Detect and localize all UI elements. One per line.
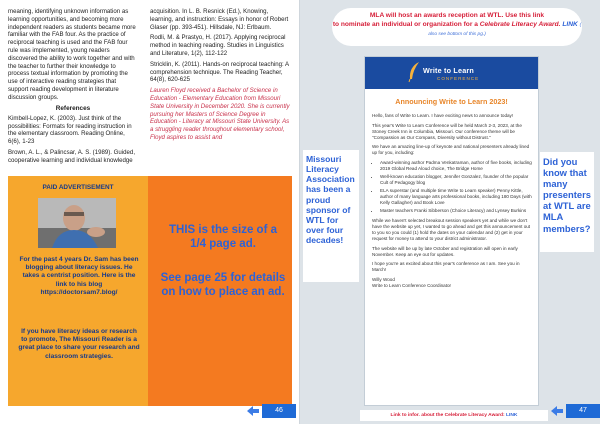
list-item: • Master teachers Franki Sibberson (Choice Literacy) and Lynsey Burkins	[380, 208, 532, 214]
mla-sponsor-callout: Missouri Literacy Association has been a proud sponsor of WTL for over four decades!	[303, 150, 359, 282]
banner-note: ( also see bottom of this pg.)	[428, 22, 582, 37]
body-paragraph: meaning, identifying unknown information as learning opportunities, and becoming more independent readers as students became more familiar with the FAB four. As the practice of reciprocal teaching is used and the FAB four rule was implemented, young readers discovered the ability to work together and with the teacher to further their knowledge to process textual information by promoting the use of interactive reading strategies that support reading development in literature discussion groups.	[8, 8, 136, 101]
letter-paragraph: The website will be up by late October and registration will open in early November. Keep an eye out for updates.	[372, 245, 518, 257]
advertisement	[8, 176, 292, 406]
signature-title: Write to Learn Conference Coordinator	[372, 282, 452, 288]
reference-item: Rodli, M. & Prastyo, H. (2017). Applying reciprocal method in teaching reading. Studies in Linguistics and Literature, 1(2), 112-122	[150, 34, 286, 57]
letter-paragraph: While we haven't selected breakout session speakers yet and while we don't have the website up yet, I wanted to go ahead and get this announcement out to you so you could (1) hold the dates on your calendar and (2) get in your request for money to attend to your district administrator.	[372, 217, 531, 242]
wtl-logo-text: Write to Learn	[423, 66, 474, 75]
banner-line-1: MLA will host an awards reception at WTL. Use this link	[369, 12, 545, 19]
signature-name: Willy Wood	[372, 276, 395, 282]
letter-paragraph: I hope you're as excited about this year's conference as I am. See you in March!	[372, 261, 520, 273]
page-number: 47	[566, 404, 600, 418]
person-photo-icon	[38, 198, 116, 248]
page-number: 46	[262, 404, 296, 418]
list-item: • Well-known education blogger, Jennifer Gonzalez, founder of the popular Cult of Pedagogy blog	[380, 174, 532, 186]
banner-line-2	[332, 21, 582, 39]
mla-awards-banner	[332, 8, 582, 46]
blog-promo-text[interactable]: For the past 4 years Dr. Sam has been blogging about literacy issues. He takes a centrist position. Here is the link to his blog https://doctorsam7.blog/	[19, 256, 139, 296]
quill-icon	[407, 61, 421, 83]
letter-paragraph: Hello, fans of Write to Learn. I have exciting news to announce today!	[372, 113, 514, 118]
arrow-left-icon[interactable]	[550, 405, 564, 417]
reference-item: acquisition. In L. B. Resnick (Ed.), Knowing, learning, and instruction: Essays in honor of Robert Glaser (pp. 393-451). Hillsdale, NJ: Erlbaum.	[150, 8, 289, 31]
award-name: Celebrate Literacy Award.	[479, 20, 561, 28]
reference-item: Kimbell-Lopez, K. (2003). Just think of the possibilities: Formats for reading instruction in the elementary classroom. Reading Online, 6(6), 1-23	[8, 114, 132, 146]
banner-text: to nominate an individual or organization for a	[332, 20, 478, 28]
award-info-footer	[360, 410, 548, 421]
text-column-right	[150, 8, 290, 145]
paid-ad-panel	[8, 176, 148, 406]
paid-ad-label: PAID ADVERTISEMENT	[42, 184, 114, 191]
letter-body	[372, 113, 532, 293]
list-item: • Award-winning author Padma Venkatraman, author of five books, including 2019 Global Read Aloud choice, The Bridge Home	[380, 160, 532, 172]
letter-title: Announcing Write to Learn 2023!	[395, 97, 508, 106]
footer-text: Link to infor. about the Celebrate Literacy Award:	[390, 413, 505, 418]
text-column-left	[8, 8, 138, 168]
references-heading: References	[55, 104, 91, 112]
page-47	[300, 0, 600, 424]
advertiser-photo	[38, 198, 116, 248]
wtl-header	[365, 57, 538, 89]
ad-size-text: THIS is the size of a 1/4 page ad.	[169, 224, 277, 250]
author-bio: Lauren Floyd received a Bachelor of Science in Education - Elementary Education from Missouri State University in December 2020. She is currently pursuing her Masters of Science Degree in Education - Literacy at Missouri State University. As a struggling reader throughout elementary school, Floyd aspires to assist and	[150, 87, 290, 141]
research-promo-text: If you have literacy ideas or research to promote, The Missouri Reader is a great place to share your research and classroom strategies.	[18, 328, 140, 360]
mla-members-callout: Did you know that many presenters at WTL are MLA members?	[540, 152, 594, 252]
ad-size-panel	[148, 176, 292, 406]
list-item: • ELA superstar (and multiple time Write to Learn speaker) Penny Kittle, author of many language arts professional books, including 180 Days (with Kelly Gallagher) and Book Love	[380, 188, 532, 206]
ad-details-text: See page 25 for details on how to place an ad.	[160, 272, 286, 298]
letter-paragraph: This year's Write to Learn Conference will be held March 2-3, 2023, at the Stoney Creek Inn in Columbia, Missouri. Our conference theme will be "Compassion as Our Compass, Diversity without Distrust."	[372, 122, 522, 140]
reference-item: Brown, A. L., & Palincsar, A. S. (1989). Guided, cooperative learning and individual knowledge	[8, 148, 136, 164]
reference-item: Stricklin, K. (2011). Hands-on reciprocal teaching: A comprehension technique. The Reading Teacher, 64(8), 620-625	[150, 60, 289, 84]
arrow-left-icon[interactable]	[246, 405, 260, 417]
nominate-link[interactable]: LINK	[562, 20, 578, 28]
award-info-link[interactable]: LINK	[506, 413, 518, 418]
wtl-announcement-letter	[364, 56, 539, 406]
speaker-list	[380, 160, 532, 215]
wtl-logo-subtext: CONFERENCE	[437, 76, 480, 81]
letter-paragraph: We have an amazing line-up of keynote and national presenters already lined up for you, including:	[372, 144, 530, 156]
